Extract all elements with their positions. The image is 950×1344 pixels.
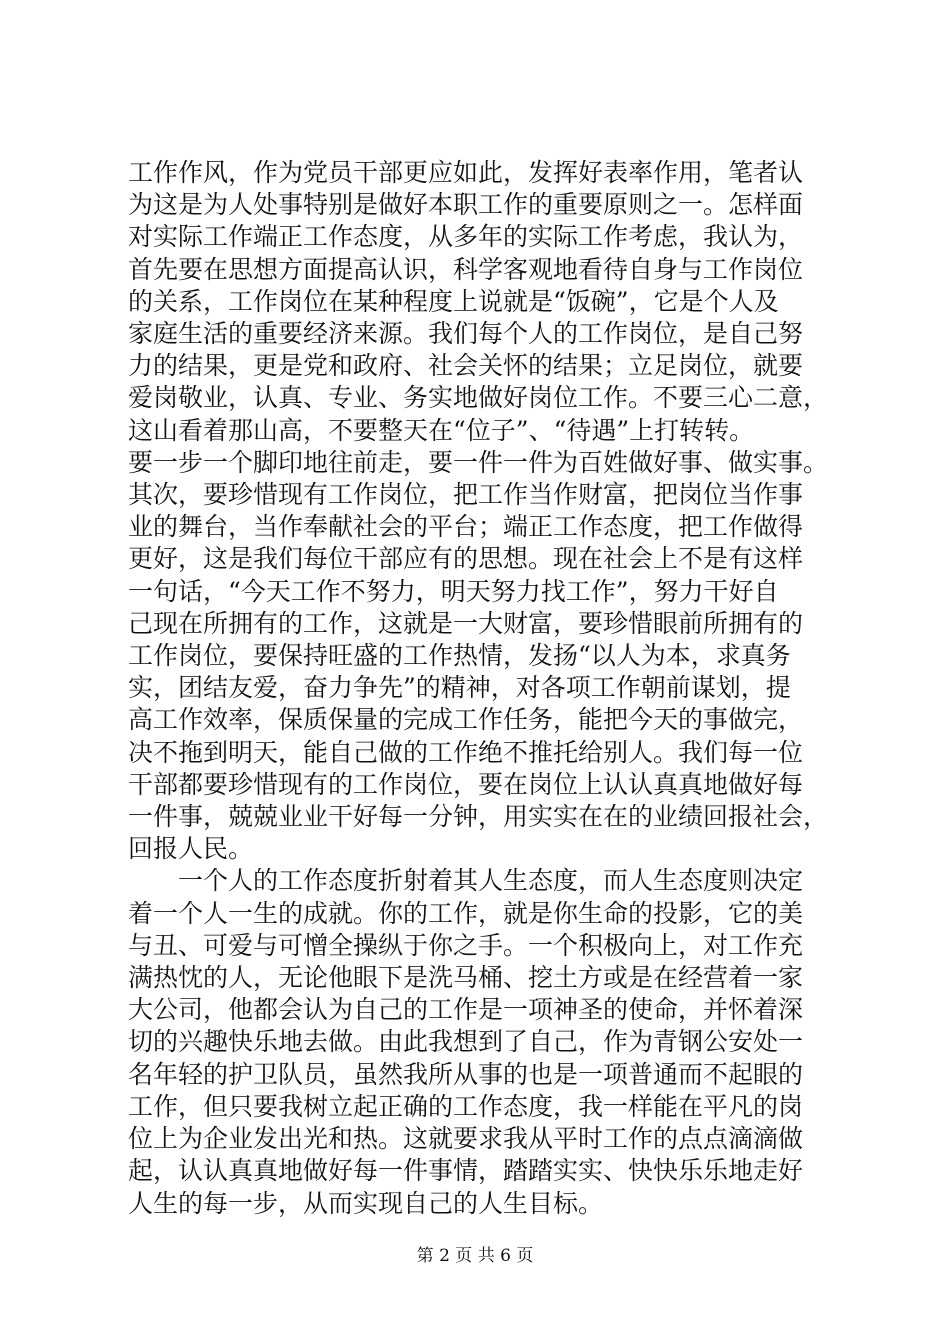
text-line: 名年轻的护卫队员，虽然我所从事的也是一项普通而不起眼的 <box>128 1059 804 1089</box>
text-line: 人生的每一步，从而实现自己的人生目标。 <box>128 1188 604 1218</box>
page-number-footer: 第 2 页 共 6 页 <box>416 1246 534 1266</box>
text-line: 爱岗敬业，认真、专业、务实地做好岗位工作。不要三心二意， <box>128 383 829 413</box>
text-line: 一件事，兢兢业业干好每一分钟，用实实在在的业绩回报社会， <box>128 802 829 832</box>
text-line: 首先要在思想方面提高认识，科学客观地看待自身与工作岗位 <box>128 254 804 284</box>
text-line: 干部都要珍惜现有的工作岗位，要在岗位上认认真真地做好每 <box>128 769 804 799</box>
text-line: 其次，要珍惜现有工作岗位，把工作当作财富，把岗位当作事 <box>128 480 804 510</box>
paragraph-2 <box>128 865 833 1219</box>
text-line: 的关系，工作岗位在某种程度上说就是“饭碗”，它是个人及 <box>128 286 779 316</box>
text-line: 决不拖到明天，能自己做的工作绝不推托给别人。我们每一位 <box>128 737 804 767</box>
text-line: 己现在所拥有的工作，这就是一大财富，要珍惜眼前所拥有的 <box>128 608 804 638</box>
text-line: 工作岗位，要保持旺盛的工作热情，发扬“以人为本，求真务 <box>128 641 791 671</box>
text-line: 为这是为人处事特别是做好本职工作的重要原则之一。怎样面 <box>128 190 804 220</box>
text-line: 切的兴趣快乐地去做。由此我想到了自己，作为青钢公安处一 <box>128 1027 804 1057</box>
text-line: 这山看着那山高，不要整天在“位子”、“待遇”上打转转。 <box>128 415 755 445</box>
text-line: 与丑、可爱与可憎全操纵于你之手。一个积极向上，对工作充 <box>128 930 804 960</box>
text-line: 力的结果，更是党和政府、社会关怀的结果；立足岗位，就要 <box>128 351 804 381</box>
text-line: 高工作效率，保质保量的完成工作任务，能把今天的事做完， <box>128 705 804 735</box>
text-line: 着一个人一生的成就。你的工作，就是你生命的投影，它的美 <box>128 898 804 928</box>
text-line: 业的舞台，当作奉献社会的平台；端正工作态度，把工作做得 <box>128 512 804 542</box>
text-line: 要一步一个脚印地往前走，要一件一件为百姓做好事、做实事。 <box>128 447 829 477</box>
text-line: 实，团结友爱，奋力争先”的精神，对各项工作朝前谋划，提 <box>128 673 791 703</box>
text-line: 大公司，他都会认为自己的工作是一项神圣的使命，并怀着深 <box>128 995 804 1025</box>
text-line: 家庭生活的重要经济来源。我们每个人的工作岗位，是自己努 <box>128 319 804 349</box>
text-line: 一个人的工作态度折射着其人生态度，而人生态度则决定 <box>178 866 804 896</box>
text-line: 一句话，“今天工作不努力，明天努力找工作”，努力干好自 <box>128 576 779 606</box>
text-line: 对实际工作端正工作态度，从多年的实际工作考虑，我认为， <box>128 222 804 252</box>
text-line: 更好，这是我们每位干部应有的思想。现在社会上不是有这样 <box>128 544 804 574</box>
text-line: 工作，但只要我树立起正确的工作态度，我一样能在平凡的岗 <box>128 1091 804 1121</box>
paragraph-1 <box>128 157 833 865</box>
text-line: 满热忱的人，无论他眼下是洗马桶、挖土方或是在经营着一家 <box>128 963 804 993</box>
text-line: 回报人民。 <box>128 834 254 864</box>
text-line: 工作作风，作为党员干部更应如此，发挥好表率作用，笔者认 <box>128 158 804 187</box>
text-line: 位上为企业发出光和热。这就要求我从平时工作的点点滴滴做 <box>128 1124 804 1154</box>
body-text <box>128 157 833 1220</box>
text-line: 起，认认真真地做好每一件事情，踏踏实实、快快乐乐地走好 <box>128 1156 804 1186</box>
